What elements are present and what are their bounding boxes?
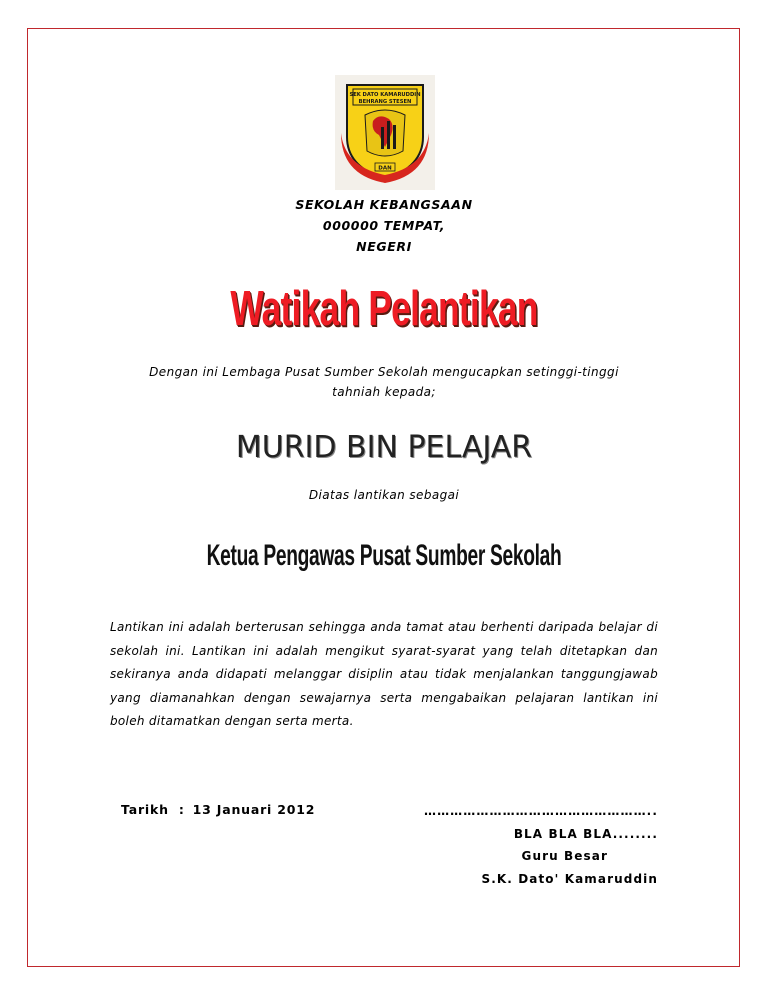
signatory-title: Guru Besar <box>521 849 608 863</box>
date-value: 13 Januari 2012 <box>192 802 316 817</box>
position-title: Ketua Pengawas Pusat Sumber Sekolah <box>206 539 562 572</box>
intro-line-1: Dengan ini Lembaga Pusat Sumber Sekolah mengucapkan setinggi-tinggi <box>149 365 619 379</box>
crest-motto: DAN <box>378 165 392 172</box>
date-separator: : <box>178 802 185 817</box>
date-label: Tarikh <box>121 802 169 817</box>
signatory-school: S.K. Dato' Kamaruddin <box>481 871 658 886</box>
certificate-title: Watikah Pelantikan <box>230 282 538 336</box>
school-header <box>0 194 768 257</box>
crest-banner-text-2: BEHRANG STESEN <box>358 99 412 105</box>
signature-block <box>424 800 658 890</box>
intro-line-2: tahniah kepada; <box>332 385 436 399</box>
school-state: NEGERI <box>356 239 412 254</box>
appointed-as-text: Diatas lantikan sebagai <box>308 488 460 502</box>
recipient-name: MURID BIN PELAJAR <box>235 430 533 465</box>
crest-banner-text-1: SEK DATO KAMARUDDIN <box>349 92 421 98</box>
school-address: 000000 TEMPAT, <box>322 218 446 233</box>
school-crest-logo <box>335 75 435 190</box>
date-line <box>121 800 315 820</box>
intro-text <box>0 362 768 402</box>
terms-paragraph: Lantikan ini adalah berterusan sehingga anda tamat atau berhenti daripada belajar di sekolah ini. Lantikan ini adalah mengikut syarat-syarat yang telah ditetapkan dan sekiranya anda didapati melanggar disiplin atau tidak menjalankan tanggungjawab yang diamanahkan dengan sewajarnya serta mengabaikan pelajaran lantikan ini boleh ditamatkan dengan serta merta. <box>110 620 658 728</box>
signature-dots: …………………………………………….. <box>423 804 658 818</box>
signatory-name: BLA BLA BLA........ <box>513 826 658 841</box>
school-name: SEKOLAH KEBANGSAAN <box>295 197 473 212</box>
